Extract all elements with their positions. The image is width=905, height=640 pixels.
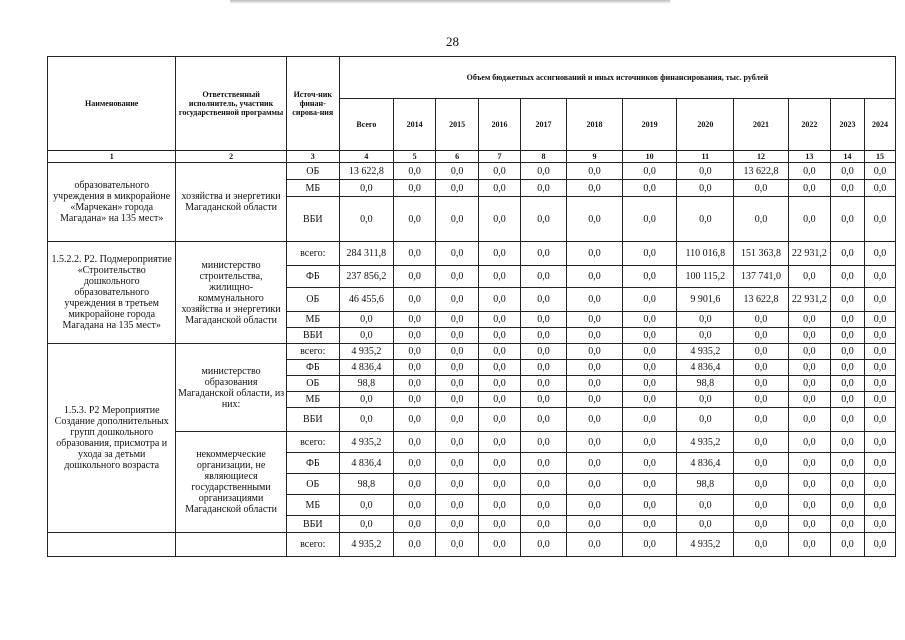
source-cell: ВБИ [286,408,339,432]
value-cell: 0,0 [478,376,520,392]
value-cell: 0,0 [521,453,567,474]
column-number: 11 [677,151,734,163]
source-cell: ОБ [286,474,339,495]
value-cell: 0,0 [436,408,478,432]
header-source: Источ-ник финан-сирова-ния [286,57,339,151]
source-cell: ОБ [286,163,339,180]
value-cell: 0,0 [831,474,865,495]
value-cell: 0,0 [788,474,830,495]
value-cell: 0,0 [478,312,520,328]
value-cell: 0,0 [478,266,520,288]
value-cell: 0,0 [788,197,830,242]
value-cell: 0,0 [788,495,830,516]
value-cell: 0,0 [623,392,677,408]
executor-cell [176,533,286,557]
column-number: 12 [734,151,788,163]
value-cell: 98,8 [677,376,734,392]
value-cell: 0,0 [478,197,520,242]
value-cell: 0,0 [436,288,478,312]
value-cell: 0,0 [788,376,830,392]
value-cell: 0,0 [436,392,478,408]
value-cell: 0,0 [393,516,435,533]
value-cell: 0,0 [864,266,895,288]
column-number: 10 [623,151,677,163]
value-cell: 0,0 [788,408,830,432]
column-number: 15 [864,151,895,163]
value-cell: 0,0 [831,533,865,557]
value-cell: 0,0 [566,163,622,180]
value-cell: 0,0 [521,516,567,533]
value-cell: 0,0 [436,197,478,242]
value-cell: 0,0 [734,312,788,328]
value-cell: 0,0 [566,328,622,344]
value-cell: 0,0 [831,392,865,408]
total-cell: 284 311,8 [339,242,393,266]
item-name-cell: 1.5.2.2. Р2. Подмероприятие «Строительство дошкольного образовательного учреждения в третьем микрорайоне города Магадана на 135 мест» [48,242,176,344]
total-cell: 98,8 [339,474,393,495]
value-cell: 0,0 [734,516,788,533]
header-year: 2014 [393,99,435,151]
column-number: 14 [831,151,865,163]
value-cell: 0,0 [831,242,865,266]
value-cell: 0,0 [623,312,677,328]
value-cell: 0,0 [521,266,567,288]
value-cell: 0,0 [623,163,677,180]
value-cell: 0,0 [623,242,677,266]
value-cell: 0,0 [734,533,788,557]
executor-cell: хозяйства и энергетики Магаданской области [176,163,286,242]
total-cell: 0,0 [339,516,393,533]
value-cell: 0,0 [734,360,788,376]
value-cell: 0,0 [788,266,830,288]
source-cell: МБ [286,312,339,328]
value-cell: 0,0 [788,533,830,557]
value-cell: 0,0 [436,432,478,453]
value-cell: 0,0 [864,495,895,516]
header-year: 2019 [623,99,677,151]
value-cell: 0,0 [478,516,520,533]
value-cell: 0,0 [478,533,520,557]
value-cell: 0,0 [521,312,567,328]
header-funding-title: Объем бюджетных ассигнований и иных источников финансирования, тыс. рублей [339,57,895,99]
value-cell: 0,0 [734,495,788,516]
value-cell: 0,0 [831,312,865,328]
value-cell: 0,0 [478,392,520,408]
source-cell: ФБ [286,266,339,288]
source-cell: всего: [286,533,339,557]
value-cell: 0,0 [623,360,677,376]
source-cell: МБ [286,495,339,516]
value-cell: 0,0 [864,360,895,376]
value-cell: 0,0 [478,474,520,495]
value-cell: 0,0 [393,312,435,328]
scan-edge-shadow [230,0,670,4]
value-cell: 0,0 [831,266,865,288]
value-cell: 0,0 [623,344,677,360]
value-cell: 0,0 [788,392,830,408]
value-cell: 0,0 [677,180,734,197]
total-cell: 13 622,8 [339,163,393,180]
value-cell: 13 622,8 [734,288,788,312]
value-cell: 0,0 [831,344,865,360]
value-cell: 22 931,2 [788,242,830,266]
value-cell: 0,0 [788,344,830,360]
value-cell: 0,0 [521,392,567,408]
value-cell: 98,8 [677,474,734,495]
value-cell: 0,0 [788,163,830,180]
total-cell: 0,0 [339,197,393,242]
value-cell: 0,0 [436,163,478,180]
total-cell: 4 935,2 [339,533,393,557]
value-cell: 0,0 [566,533,622,557]
value-cell: 4 935,2 [677,344,734,360]
header-year: 2023 [831,99,865,151]
value-cell: 0,0 [623,474,677,495]
source-cell: ВБИ [286,516,339,533]
value-cell: 0,0 [521,197,567,242]
column-number: 4 [339,151,393,163]
executor-cell: министерство образования Магаданской области, из них: [176,344,286,432]
value-cell: 0,0 [393,180,435,197]
source-cell: ФБ [286,453,339,474]
value-cell: 0,0 [831,376,865,392]
value-cell: 0,0 [566,288,622,312]
value-cell: 0,0 [436,453,478,474]
total-cell: 46 455,6 [339,288,393,312]
value-cell: 0,0 [436,533,478,557]
value-cell: 0,0 [436,360,478,376]
value-cell: 0,0 [478,328,520,344]
value-cell: 13 622,8 [734,163,788,180]
value-cell: 0,0 [436,242,478,266]
value-cell: 0,0 [623,376,677,392]
column-number: 2 [176,151,286,163]
page-number: 28 [446,34,459,49]
value-cell: 0,0 [566,312,622,328]
column-number: 5 [393,151,435,163]
value-cell: 0,0 [788,432,830,453]
value-cell: 0,0 [436,516,478,533]
value-cell: 0,0 [566,242,622,266]
total-cell: 0,0 [339,495,393,516]
value-cell: 0,0 [393,197,435,242]
source-cell: всего: [286,242,339,266]
value-cell: 0,0 [734,474,788,495]
total-cell: 0,0 [339,312,393,328]
value-cell: 0,0 [864,376,895,392]
value-cell: 0,0 [831,180,865,197]
value-cell: 110 016,8 [677,242,734,266]
value-cell: 0,0 [677,312,734,328]
value-cell: 0,0 [566,197,622,242]
value-cell: 4 836,4 [677,360,734,376]
value-cell: 0,0 [566,360,622,376]
value-cell: 0,0 [831,432,865,453]
value-cell: 0,0 [831,360,865,376]
value-cell: 0,0 [436,474,478,495]
total-cell: 237 856,2 [339,266,393,288]
value-cell: 151 363,8 [734,242,788,266]
value-cell: 0,0 [788,360,830,376]
column-number: 3 [286,151,339,163]
value-cell: 0,0 [831,516,865,533]
value-cell: 0,0 [566,266,622,288]
value-cell: 0,0 [788,328,830,344]
value-cell: 0,0 [864,453,895,474]
value-cell: 0,0 [566,408,622,432]
table-row [48,163,896,180]
header-year: 2022 [788,99,830,151]
source-cell: МБ [286,392,339,408]
header-year: 2015 [436,99,478,151]
value-cell: 0,0 [436,312,478,328]
value-cell: 0,0 [788,453,830,474]
value-cell: 0,0 [864,392,895,408]
value-cell: 0,0 [521,533,567,557]
value-cell: 0,0 [566,453,622,474]
value-cell: 0,0 [566,392,622,408]
source-cell: ОБ [286,376,339,392]
header-year: 2016 [478,99,520,151]
value-cell: 0,0 [478,163,520,180]
value-cell: 0,0 [393,392,435,408]
value-cell: 0,0 [521,288,567,312]
value-cell: 0,0 [393,288,435,312]
value-cell: 0,0 [864,163,895,180]
total-cell: 4 836,4 [339,360,393,376]
budget-table [47,56,896,557]
value-cell: 0,0 [566,474,622,495]
value-cell: 0,0 [734,376,788,392]
total-cell: 4 836,4 [339,453,393,474]
value-cell: 0,0 [478,344,520,360]
value-cell: 0,0 [478,180,520,197]
value-cell: 0,0 [566,344,622,360]
value-cell: 4 935,2 [677,533,734,557]
value-cell: 0,0 [393,266,435,288]
value-cell: 0,0 [734,392,788,408]
value-cell: 100 115,2 [677,266,734,288]
value-cell: 0,0 [864,242,895,266]
value-cell: 22 931,2 [788,288,830,312]
value-cell: 0,0 [831,288,865,312]
value-cell: 0,0 [436,180,478,197]
value-cell: 0,0 [623,197,677,242]
column-number: 8 [521,151,567,163]
table-row [48,344,896,360]
value-cell: 0,0 [623,495,677,516]
value-cell: 9 901,6 [677,288,734,312]
value-cell: 0,0 [623,516,677,533]
value-cell: 0,0 [566,432,622,453]
value-cell: 0,0 [864,344,895,360]
value-cell: 0,0 [864,432,895,453]
value-cell: 0,0 [864,197,895,242]
value-cell: 0,0 [393,474,435,495]
value-cell: 0,0 [623,288,677,312]
value-cell: 0,0 [478,432,520,453]
value-cell: 0,0 [864,328,895,344]
value-cell: 0,0 [677,328,734,344]
value-cell: 0,0 [831,453,865,474]
header-name: Наименование [48,57,176,151]
value-cell: 0,0 [623,328,677,344]
value-cell: 0,0 [831,163,865,180]
value-cell: 0,0 [393,533,435,557]
value-cell: 0,0 [521,432,567,453]
source-cell: ФБ [286,360,339,376]
value-cell: 0,0 [393,360,435,376]
value-cell: 0,0 [788,516,830,533]
value-cell: 4 935,2 [677,432,734,453]
value-cell: 0,0 [436,344,478,360]
value-cell: 0,0 [864,533,895,557]
total-cell: 4 935,2 [339,344,393,360]
value-cell: 0,0 [393,344,435,360]
column-number: 13 [788,151,830,163]
value-cell: 0,0 [521,328,567,344]
value-cell: 0,0 [677,163,734,180]
value-cell: 0,0 [478,242,520,266]
source-cell: МБ [286,180,339,197]
item-name-cell: 1.5.3. Р2 Мероприятие Создание дополнительных групп дошкольного образования, присмотра и ухода за детьми дошкольного возраста [48,344,176,533]
value-cell: 0,0 [521,163,567,180]
value-cell: 0,0 [393,376,435,392]
header-executor: Ответственный исполнитель, участник государственной программы [176,57,286,151]
value-cell: 0,0 [393,242,435,266]
header-total: Всего [339,99,393,151]
value-cell: 0,0 [623,408,677,432]
source-cell: всего: [286,344,339,360]
value-cell: 0,0 [677,197,734,242]
value-cell: 0,0 [734,197,788,242]
executor-cell: некоммерческие организации, не являющиеся государственными организациями Магаданской области [176,432,286,533]
value-cell: 0,0 [566,180,622,197]
value-cell: 0,0 [864,408,895,432]
value-cell: 137 741,0 [734,266,788,288]
value-cell: 0,0 [478,360,520,376]
value-cell: 0,0 [521,344,567,360]
value-cell: 0,0 [521,180,567,197]
value-cell: 0,0 [831,197,865,242]
source-cell: ВБИ [286,197,339,242]
value-cell: 0,0 [623,180,677,197]
value-cell: 0,0 [521,242,567,266]
total-cell: 98,8 [339,376,393,392]
value-cell: 0,0 [478,453,520,474]
value-cell: 0,0 [623,432,677,453]
value-cell: 0,0 [623,266,677,288]
item-name-cell [48,533,176,557]
value-cell: 0,0 [393,453,435,474]
total-cell: 0,0 [339,180,393,197]
value-cell: 0,0 [734,453,788,474]
value-cell: 0,0 [566,516,622,533]
column-number: 9 [566,151,622,163]
value-cell: 0,0 [436,328,478,344]
value-cell: 0,0 [677,495,734,516]
value-cell: 0,0 [677,392,734,408]
total-cell: 4 935,2 [339,432,393,453]
value-cell: 0,0 [831,495,865,516]
column-number: 7 [478,151,520,163]
value-cell: 0,0 [521,474,567,495]
value-cell: 0,0 [831,328,865,344]
column-number: 1 [48,151,176,163]
header-year: 2024 [864,99,895,151]
header-year: 2018 [566,99,622,151]
value-cell: 0,0 [623,533,677,557]
value-cell: 0,0 [478,495,520,516]
value-cell: 0,0 [436,495,478,516]
value-cell: 0,0 [864,312,895,328]
item-name-cell: образовательного учреждения в микрорайоне «Марчекан» города Магадана» на 135 мест» [48,163,176,242]
column-number: 6 [436,151,478,163]
value-cell: 0,0 [521,360,567,376]
value-cell: 0,0 [734,344,788,360]
source-cell: ОБ [286,288,339,312]
value-cell: 0,0 [734,408,788,432]
value-cell: 0,0 [788,312,830,328]
value-cell: 0,0 [734,180,788,197]
value-cell: 4 836,4 [677,453,734,474]
source-cell: ВБИ [286,328,339,344]
value-cell: 0,0 [393,163,435,180]
value-cell: 0,0 [393,432,435,453]
value-cell: 0,0 [521,408,567,432]
value-cell: 0,0 [677,408,734,432]
value-cell: 0,0 [864,474,895,495]
value-cell: 0,0 [831,408,865,432]
table-row [48,533,896,557]
value-cell: 0,0 [864,180,895,197]
total-cell: 0,0 [339,408,393,432]
value-cell: 0,0 [478,288,520,312]
header-year: 2020 [677,99,734,151]
value-cell: 0,0 [393,408,435,432]
total-cell: 0,0 [339,328,393,344]
table-row [48,242,896,266]
value-cell: 0,0 [393,328,435,344]
source-cell: всего: [286,432,339,453]
value-cell: 0,0 [436,266,478,288]
value-cell: 0,0 [864,288,895,312]
value-cell: 0,0 [478,408,520,432]
value-cell: 0,0 [566,495,622,516]
executor-cell: министерство строительства, жилищно-коммунального хозяйства и энергетики Магаданской области [176,242,286,344]
header-year: 2017 [521,99,567,151]
value-cell: 0,0 [677,516,734,533]
value-cell: 0,0 [521,376,567,392]
value-cell: 0,0 [734,328,788,344]
value-cell: 0,0 [734,432,788,453]
value-cell: 0,0 [393,495,435,516]
header-year: 2021 [734,99,788,151]
value-cell: 0,0 [566,376,622,392]
value-cell: 0,0 [864,516,895,533]
value-cell: 0,0 [788,180,830,197]
value-cell: 0,0 [436,376,478,392]
total-cell: 0,0 [339,392,393,408]
value-cell: 0,0 [521,495,567,516]
value-cell: 0,0 [623,453,677,474]
